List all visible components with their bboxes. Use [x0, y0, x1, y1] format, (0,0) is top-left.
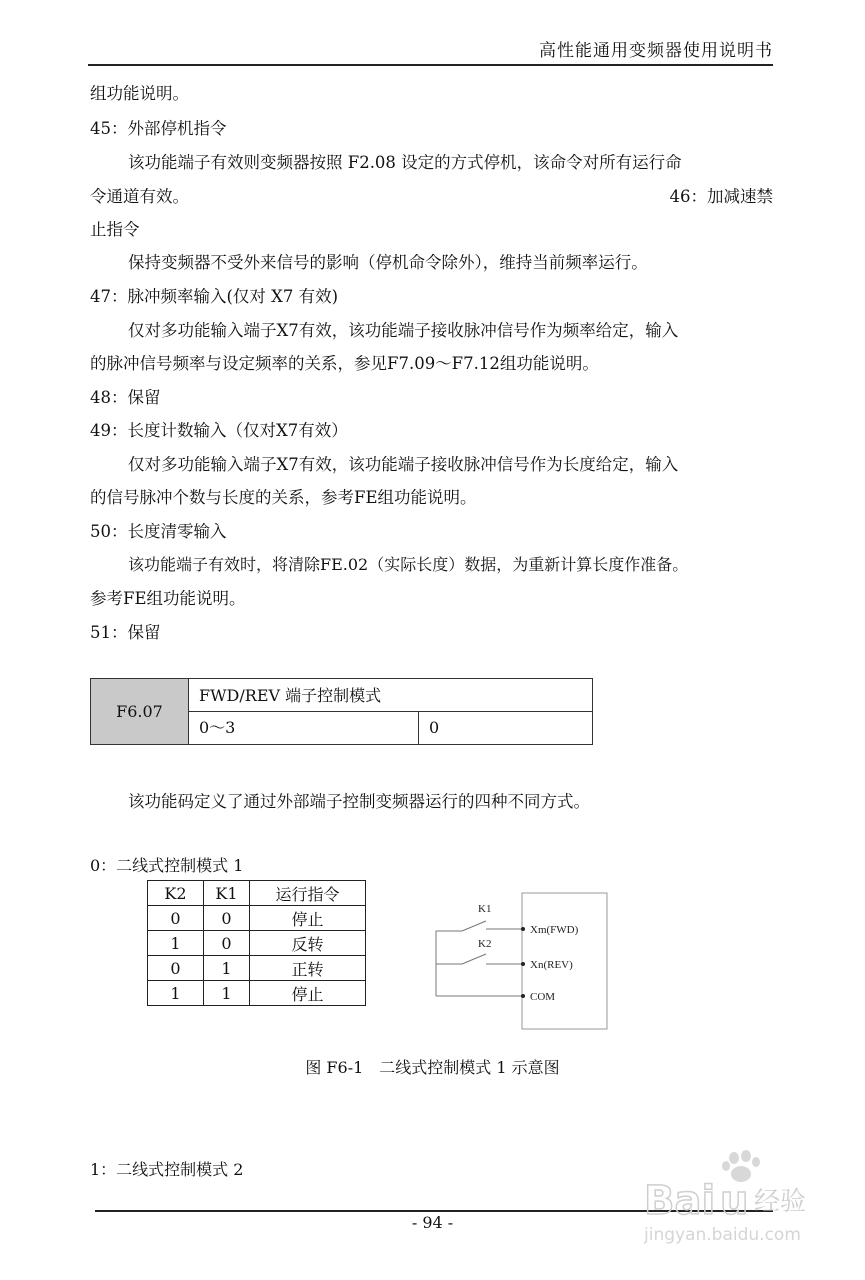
item-heading-49: 49：长度计数输入（仅对X7有效）	[90, 421, 348, 440]
wiring-diagram	[420, 885, 620, 1035]
table-row	[148, 956, 366, 981]
terminal-dot	[521, 994, 525, 998]
item-heading-48: 48：保留	[90, 388, 161, 407]
table-cell: 停止	[250, 906, 366, 931]
item-heading-45: 45：外部停机指令	[90, 119, 227, 138]
k1-switch	[462, 921, 486, 931]
table-cell: 正转	[250, 956, 366, 981]
running-header: 高性能通用变频器使用说明书	[539, 41, 773, 61]
header-rule	[88, 64, 773, 66]
item-heading-46: 46：加减速禁	[669, 187, 773, 206]
terminal-label-rev: Xn(REV)	[530, 959, 573, 971]
table-cell: 反转	[250, 931, 366, 956]
parameter-code: F6.07	[91, 679, 189, 744]
text-line: 该功能端子有效时，将清除FE.02（实际长度）数据，为重新计算长度作准备。	[128, 555, 689, 574]
terminal-label-com: COM	[530, 991, 556, 1003]
description-text: 该功能码定义了通过外部端子控制变频器运行的四种不同方式。	[128, 792, 590, 811]
table-cell: 1	[148, 931, 204, 956]
text-line: 仅对多功能输入端子X7有效，该功能端子接收脉冲信号作为频率给定，输入	[128, 321, 679, 340]
table-cell: 停止	[250, 981, 366, 1006]
figure-caption: 图 F6-1 二线式控制模式 1 示意图	[305, 1058, 560, 1077]
terminal-dot	[521, 927, 525, 931]
column-header: K1	[204, 881, 250, 906]
table-row	[148, 931, 366, 956]
svg-text:Bai: Bai	[644, 1178, 716, 1224]
table-cell: 1	[204, 981, 250, 1006]
text-line: 止指令	[90, 220, 140, 239]
table-cell: 0	[204, 906, 250, 931]
parameter-name: FWD/REV 端子控制模式	[189, 679, 592, 712]
table-row	[148, 906, 366, 931]
terminal-label-fwd: Xm(FWD)	[530, 924, 579, 936]
text-line: 组功能说明。	[90, 84, 189, 103]
switch-label-k1: K1	[478, 903, 492, 915]
parameter-table	[90, 678, 593, 745]
switch-label-k2: K2	[478, 938, 492, 950]
column-header: K2	[148, 881, 204, 906]
table-cell: 0	[148, 956, 204, 981]
column-header: 运行指令	[250, 881, 366, 906]
baidu-watermark-logo	[642, 1148, 817, 1248]
truth-table	[147, 880, 366, 1006]
parameter-range: 0～3	[189, 712, 419, 745]
parameter-default: 0	[429, 718, 440, 737]
table-row	[148, 981, 366, 1006]
svg-text:u: u	[720, 1178, 749, 1224]
text-line: 令通道有效。	[90, 187, 189, 206]
item-heading-50: 50：长度清零输入	[90, 522, 227, 541]
k2-switch	[462, 954, 486, 964]
text-line: 仅对多功能输入端子X7有效，该功能端子接收脉冲信号作为长度给定，输入	[128, 455, 679, 474]
text-line: 的脉冲信号频率与设定频率的关系，参见F7.09～F7.12组功能说明。	[90, 354, 599, 373]
text-line: 参考FE组功能说明。	[90, 589, 246, 608]
item-heading-51: 51：保留	[90, 623, 161, 642]
text-line: 该功能端子有效则变频器按照 F2.08 设定的方式停机，该命令对所有运行命	[128, 153, 682, 172]
table-header-row	[148, 881, 366, 906]
svg-text:经验: 经验	[754, 1187, 807, 1217]
table-cell: 1	[204, 956, 250, 981]
text-line: 的信号脉冲个数与长度的关系，参考FE组功能说明。	[90, 488, 477, 507]
terminal-dot	[521, 962, 525, 966]
mode-0-title: 0：二线式控制模式 1	[90, 856, 244, 875]
table-cell: 0	[148, 906, 204, 931]
mode-1-title: 1：二线式控制模式 2	[90, 1160, 244, 1179]
table-cell: 0	[204, 931, 250, 956]
page-number: - 94 -	[411, 1213, 454, 1232]
svg-text:jingyan.baidu.com: jingyan.baidu.com	[644, 1225, 801, 1245]
table-cell: 1	[148, 981, 204, 1006]
text-line: 保持变频器不受外来信号的影响（停机命令除外），维持当前频率运行。	[128, 253, 648, 272]
item-heading-47: 47：脉冲频率输入(仅对 X7 有效)	[90, 287, 339, 306]
